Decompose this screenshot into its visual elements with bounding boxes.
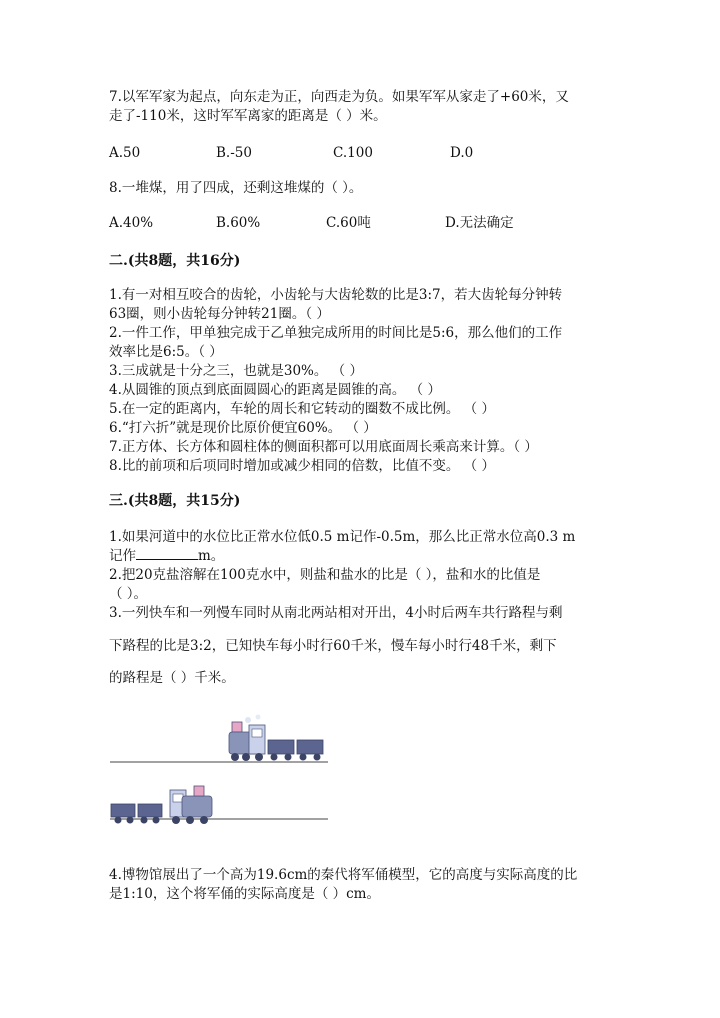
wheel <box>115 817 122 824</box>
s3-q1-prefix: 记作 <box>109 548 136 564</box>
answer-blank <box>136 547 198 560</box>
s3-q3-line-1: 3.一列快车和一列慢车同时从南北两站相对开出，4小时后两车共行路程与剩 <box>109 605 563 621</box>
wheel <box>255 753 263 761</box>
steam-puff <box>245 717 251 723</box>
top-train <box>229 715 323 762</box>
q7-line-2: 走了-110米，这时军军离家的距离是（ ）米。 <box>109 108 387 124</box>
wheel <box>172 816 180 824</box>
steam-puff <box>256 715 261 720</box>
wheel <box>285 754 292 761</box>
s2-item-line: 8.比的前项和后项同时增加或减少相同的倍数，比值不变。 （ ） <box>109 458 495 474</box>
q8-line-1: 8.一堆煤，用了四成，还剩这堆煤的（ ）。 <box>109 180 363 196</box>
q7-option-a: A.50 <box>109 145 141 161</box>
train-car <box>111 804 135 817</box>
s3-q1-suffix: m。 <box>198 548 225 564</box>
q8-option-a: A.40% <box>109 215 154 231</box>
wheel <box>271 754 278 761</box>
wheel <box>153 817 160 824</box>
bottom-train <box>111 786 212 824</box>
q7-option-d: D.0 <box>450 145 474 161</box>
s3-q3-line-3: 的路程是（ ）千米。 <box>109 670 235 686</box>
s3-q3-line-2: 下路程的比是3:2，已知快车每小时行60千米，慢车每小时行48千米，剩下 <box>109 638 557 654</box>
q8-option-c: C.60吨 <box>326 215 371 231</box>
cab-window <box>252 729 262 737</box>
wheel <box>314 754 321 761</box>
q7-option-c: C.100 <box>333 145 373 161</box>
s2-item-line: 1.有一对相互咬合的齿轮，小齿轮与大齿轮数的比是3:7，若大齿轮每分钟转 <box>109 287 563 303</box>
train-car <box>297 740 323 754</box>
s3-q4-line-2: 是1:10，这个将军俑的实际高度是（ ）cm。 <box>109 886 380 902</box>
s3-q2-line-2: （ ）。 <box>109 586 148 602</box>
section-2-heading: 二.(共8题，共16分) <box>109 253 241 269</box>
wheel <box>141 817 148 824</box>
s2-item-line: 2.一件工作，甲单独完成于乙单独完成所用的时间比是5:6，那么他们的工作 <box>109 325 563 341</box>
train-illustration <box>108 712 330 824</box>
train-car <box>138 804 162 817</box>
s2-item-line: 4.从圆锥的顶点到底面圆圆心的距离是圆锥的高。 （ ） <box>109 382 441 398</box>
wheel <box>127 817 134 824</box>
s2-item-line: 3.三成就是十分之三，也就是30%。 （ ） <box>109 363 363 379</box>
wheel <box>231 753 239 761</box>
q7-option-b: B.-50 <box>216 145 252 161</box>
wheel <box>300 754 307 761</box>
s2-item-line: 63圈，则小齿轮每分钟转21圈。（ ） <box>109 306 330 322</box>
q8-option-b: B.60% <box>216 215 261 231</box>
cab-window <box>173 794 183 802</box>
train-car <box>268 740 294 754</box>
s3-q1-line-1: 1.如果河道中的水位比正常水位低0.5 m记作-0.5m，那么比正常水位高0.3 m <box>109 529 576 545</box>
s3-q1-line-2 <box>109 547 224 565</box>
s3-q4-line-1: 4.博物馆展出了一个高为19.6cm的秦代将军俑模型，它的高度与实际高度的比 <box>109 867 578 883</box>
s2-item-line: 6.“打六折”就是现价比原价便宜60%。 （ ） <box>109 420 377 436</box>
wheel <box>186 816 194 824</box>
s2-item-line: 效率比是6:5。（ ） <box>109 344 223 360</box>
chimney-icon <box>194 786 204 796</box>
chimney-icon <box>232 722 242 732</box>
s2-item-line: 5.在一定的距离内，车轮的周长和它转动的圈数不成比例。 （ ） <box>109 401 495 417</box>
wheel <box>242 753 250 761</box>
locomotive-body <box>182 796 212 817</box>
q7-line-1: 7.以军军家为起点，向东走为正，向西走为负。如果军军从家走了+60米，又 <box>109 89 569 105</box>
s2-item-line: 7.正方体、长方体和圆柱体的侧面积都可以用底面周长乘高来计算。（ ） <box>109 439 538 455</box>
s3-q2-line-1: 2.把20克盐溶解在100克水中，则盐和盐水的比是（ ），盐和水的比值是 <box>109 567 541 583</box>
wheel <box>200 816 208 824</box>
section-3-heading: 三.(共8题，共15分) <box>109 493 241 509</box>
q8-option-d: D.无法确定 <box>445 215 514 231</box>
